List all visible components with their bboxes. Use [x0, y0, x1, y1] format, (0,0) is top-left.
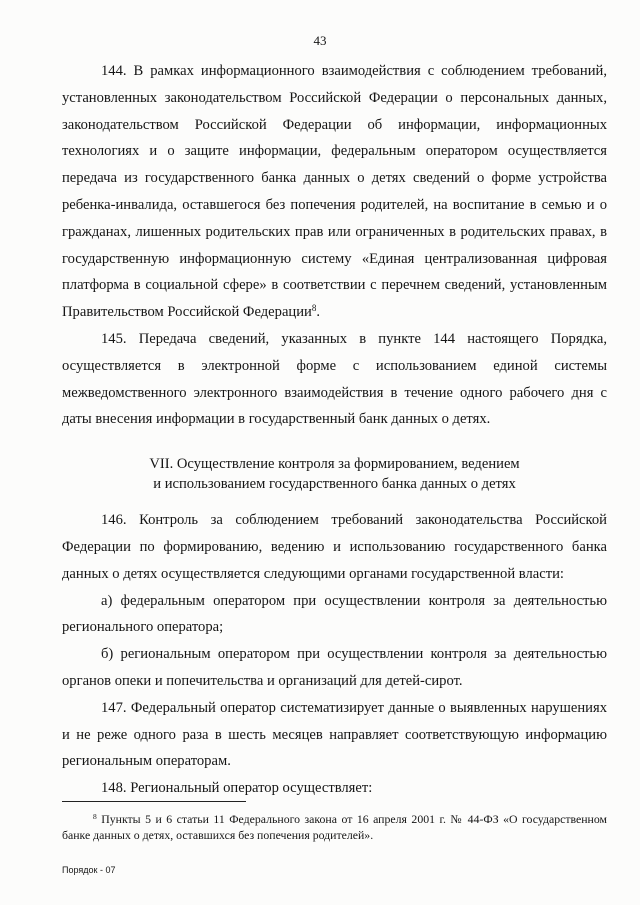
footnote: [62, 811, 607, 843]
paragraph-144: [62, 58, 607, 326]
footnote-number: 8: [93, 812, 97, 821]
document-body: [62, 58, 607, 802]
page-code: Порядок - 07: [62, 865, 116, 875]
page-number: 43: [313, 33, 327, 48]
footnote-text: Пункты 5 и 6 статьи 11 Федерального закона от 16 апреля 2001 г. № 44-ФЗ «О государственном банке данных о детях, оставшихся без попечения родителей».: [62, 812, 607, 842]
section-heading: [62, 454, 607, 494]
paragraph-148: 148. Региональный оператор осуществляет:: [101, 780, 373, 797]
paragraph-144-tail: .: [316, 304, 321, 321]
footnote-ref-8[interactable]: 8: [311, 303, 317, 314]
footnote-divider: [62, 801, 246, 802]
paragraph-147: 147. Федеральный оператор систематизирует данные о выявленных нарушениях и не реже одного раза в шесть месяцев направляет соответствующую информацию региональным операторам.: [62, 699, 607, 770]
section-heading-line-1: VII. Осуществление контроля за формированием, ведением: [149, 456, 520, 473]
subitem-a: а) федеральным оператором при осуществлении контроля за деятельностью регионального оператора;: [62, 592, 607, 636]
paragraph-146: 146. Контроль за соблюдением требований законодательства Российской Федерации по формированию, ведению и использованию государственного банка данных о детях осуществляется следующими органами государственной власти:: [62, 512, 607, 582]
paragraph-145: 145. Передача сведений, указанных в пункте 144 настоящего Порядка, осуществляется в электронной форме с использованием единой системы межведомственного электронного взаимодействия в течение одного рабочего дня с даты внесения информации в государственный банк данных о детях.: [62, 330, 607, 428]
section-heading-line-2: и использованием государственного банка данных о детях: [153, 476, 516, 493]
paragraph-144-text: 144. В рамках информационного взаимодействия с соблюдением требований, установленных законодательством Российской Федерации о персональных данных, законодательством Российской Федерации об информации, информационных технологиях и о защите информации, федеральным оператором осуществляется передача из государственного банка данных о детях сведений о форме устройства ребенка-инвалида, оставшегося без попечения родителей, на воспитание в семью и о гражданах, лишенных родительских прав или ограниченных в родительских правах, в государственную информационную систему «Единая централизованная цифровая платформа в социальной сфере» в соответствии с перечнем сведений, установленным Правительством Российской Федерации: [62, 63, 607, 321]
subitem-b: б) региональным оператором при осуществлении контроля за деятельностью органов опеки и попечительства и организаций для детей-сирот.: [62, 646, 607, 689]
